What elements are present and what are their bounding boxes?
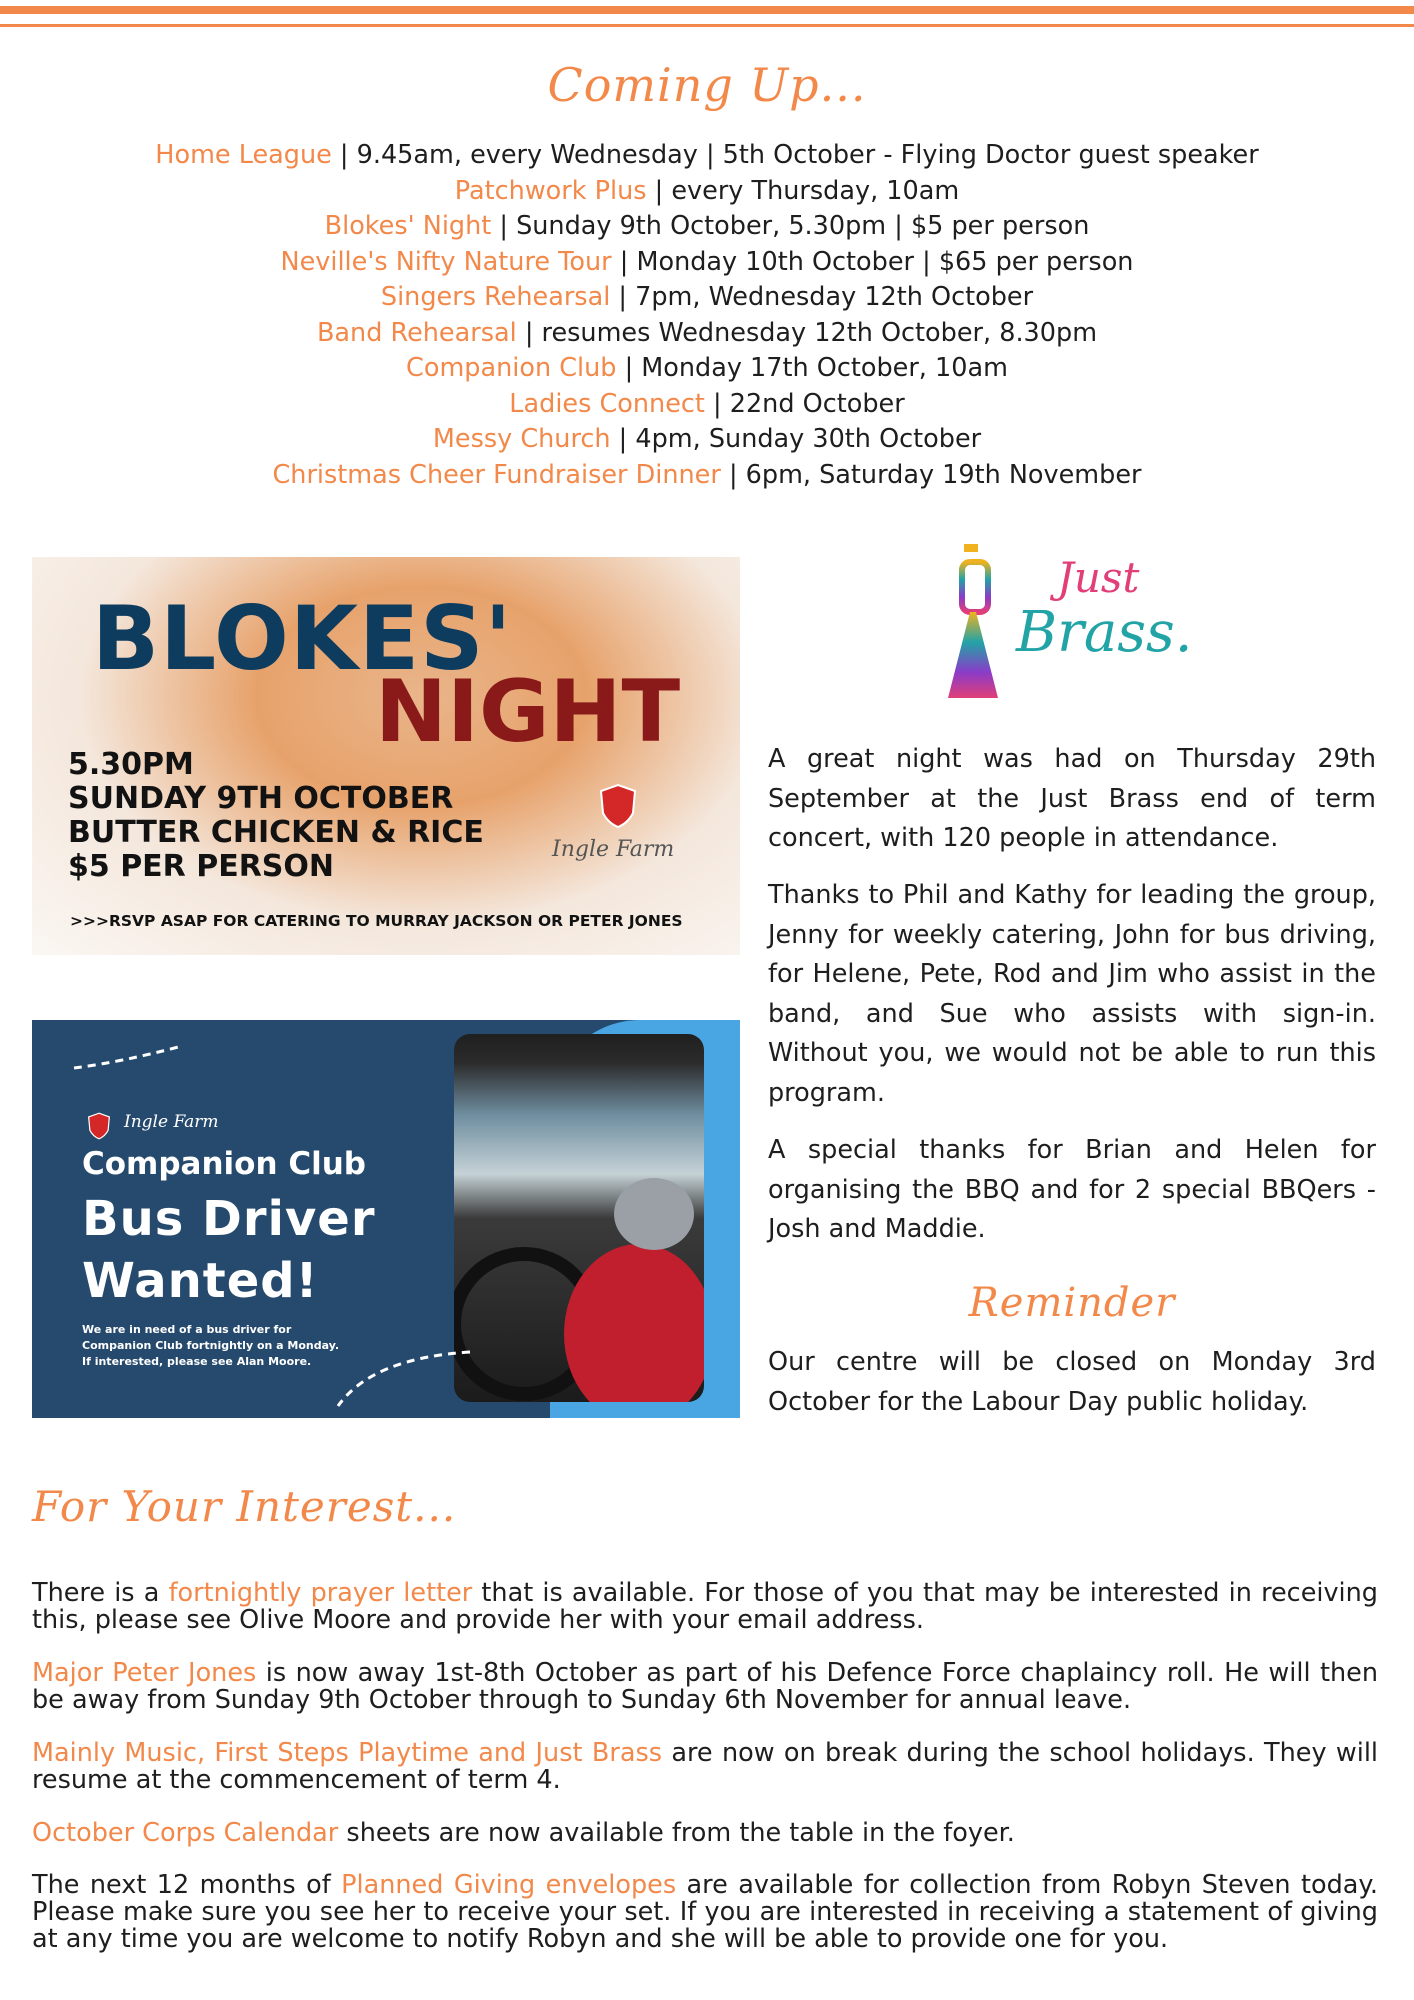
event-name: Patchwork Plus [454,175,647,206]
event-detail: | every Thursday, 10am [646,175,960,206]
event-row [0,387,1414,423]
flyer-body [82,1322,412,1370]
event-detail: | Monday 17th October, 10am [616,353,1008,383]
flyer-body-line: We are in need of a bus driver for [82,1323,292,1336]
reminder-text: Our centre will be closed on Monday 3rd October for the Labour Day public holiday. [768,1347,1376,1417]
flyer-rsvp: >>>RSVP ASAP FOR CATERING TO MURRAY JACKSON OR PETER JONES [70,912,683,930]
flyer-club-name: Companion Club [82,1146,366,1182]
event-row [0,316,1414,352]
event-row [0,422,1414,458]
interest-highlight: Mainly Music, First Steps Playtime and Just Brass [32,1738,663,1768]
event-row [0,245,1414,281]
event-detail: | 9.45am, every Wednesday | 5th October - Flying Doctor guest speaker [331,140,1259,170]
event-name: Ladies Connect [509,388,705,419]
interest-highlight: fortnightly prayer letter [168,1578,473,1608]
event-detail: | resumes Wednesday 12th October, 8.30pm [516,317,1098,348]
bus-driver-flyer [32,1020,740,1418]
reminder-title: Reminder [968,1280,1176,1326]
flyer-menu: BUTTER CHICKEN & RICE [68,815,484,850]
event-row [0,209,1414,245]
interest-text: are available for collection from Robyn Steven today. Please make sure you see her to receive your set. If you are interested in receiving a statement of giving at any time you are welcome to notify Robyn and she will be able to provide one for you. [32,1870,1378,1954]
flyer-date: SUNDAY 9TH OCTOBER [68,781,454,816]
flyer-headline [82,1188,376,1312]
interest-item [32,1660,1378,1714]
bus-driver-photo [454,1034,704,1402]
event-detail: | Monday 10th October | $65 per person [611,246,1134,277]
event-detail: | 22nd October [704,388,905,419]
interest-highlight: Major Peter Jones [32,1658,257,1688]
event-row [0,174,1414,210]
flyer-title-night: NIGHT [375,662,681,762]
flyer-body-line: If interested, please see Alan Moore. [82,1355,312,1368]
just-brass-paragraph: A special thanks for Brian and Helen for organising the BBQ and for 2 special BBQers - Josh and Maddie. [768,1135,1376,1244]
event-detail: | 4pm, Sunday 30th October [610,424,982,454]
flyer-brand: Ingle Farm [552,837,675,862]
flyer-headline-line: Wanted! [82,1253,319,1309]
flyer-headline-line: Bus Driver [82,1191,376,1247]
interest-text: sheets are now available from the table in the foyer. [338,1818,1015,1848]
salvation-army-shield-icon [598,783,638,829]
event-detail: | 7pm, Wednesday 12th October [610,282,1034,312]
interest-item [32,1740,1378,1794]
event-name: Companion Club [406,353,617,383]
header-rule-thin [0,24,1414,27]
interest-text: that is available. For those of you that may be interested in receiving this, please see Olive Moore and provide her with your email address. [32,1578,1378,1635]
blokes-night-flyer [32,557,740,955]
interest-text: is now away 1st-8th October as part of his Defence Force chaplaincy roll. He will then be away from Sunday 9th October through to Sunday 6th November for annual leave. [32,1658,1379,1715]
flyer-time: 5.30PM [68,747,194,782]
event-row [0,138,1414,174]
salvation-army-shield-icon [86,1112,112,1140]
interest-highlight: Planned Giving envelopes [341,1870,677,1900]
events-list [0,138,1414,493]
interest-text: are now on break during the school holidays. They will resume at the commencement of term 4. [32,1738,1378,1795]
event-name: Neville's Nifty Nature Tour [280,246,612,277]
event-detail: | 6pm, Saturday 19th November [720,459,1142,490]
event-name: Band Rehearsal [316,317,517,348]
dashed-path-decoration [72,1042,192,1072]
for-your-interest-title: For Your Interest... [32,1482,457,1531]
flyer-body-line: Companion Club fortnightly on a Monday. [82,1339,340,1352]
interest-highlight: October Corps Calendar [32,1818,339,1848]
flyer-brand: Ingle Farm [124,1112,219,1132]
flyer-price: $5 PER PERSON [68,849,335,884]
event-name: Home League [155,140,332,170]
event-row [0,280,1414,316]
logo-word-just: Just [1057,553,1140,602]
flyer-title-blokes: BLOKES' [92,587,513,690]
just-brass-paragraph: Thanks to Phil and Kathy for leading the group, Jenny for weekly catering, John for bus driving, for Helene, Pete, Rod and Jim who assist in the band, and Sue who assists with sign-in. Without you, we would not be able to run this program. [768,880,1376,1108]
interest-item [32,1872,1378,1953]
header-rule-thick [0,6,1414,14]
event-name: Singers Rehearsal [380,282,611,312]
event-name: Christmas Cheer Fundraiser Dinner [272,459,721,490]
trumpet-icon [940,538,1010,703]
event-detail: | Sunday 9th October, 5.30pm | $5 per person [491,211,1090,241]
interest-item [32,1580,1378,1634]
event-row [0,458,1414,494]
just-brass-paragraph: A great night was had on Thursday 29th September at the Just Brass end of term concert, with 120 people in attendance. [768,744,1376,853]
interest-text: There is a [32,1578,169,1608]
coming-up-title: Coming Up... [547,58,867,112]
steering-wheel-icon [454,1034,704,1402]
interest-item [32,1820,1378,1847]
event-name: Messy Church [432,424,611,454]
interest-text: The next 12 months of [32,1870,342,1900]
logo-word-brass: Brass. [1016,600,1193,665]
event-name: Blokes' Night [324,211,492,241]
just-brass-logo [940,538,1210,703]
event-row [0,351,1414,387]
